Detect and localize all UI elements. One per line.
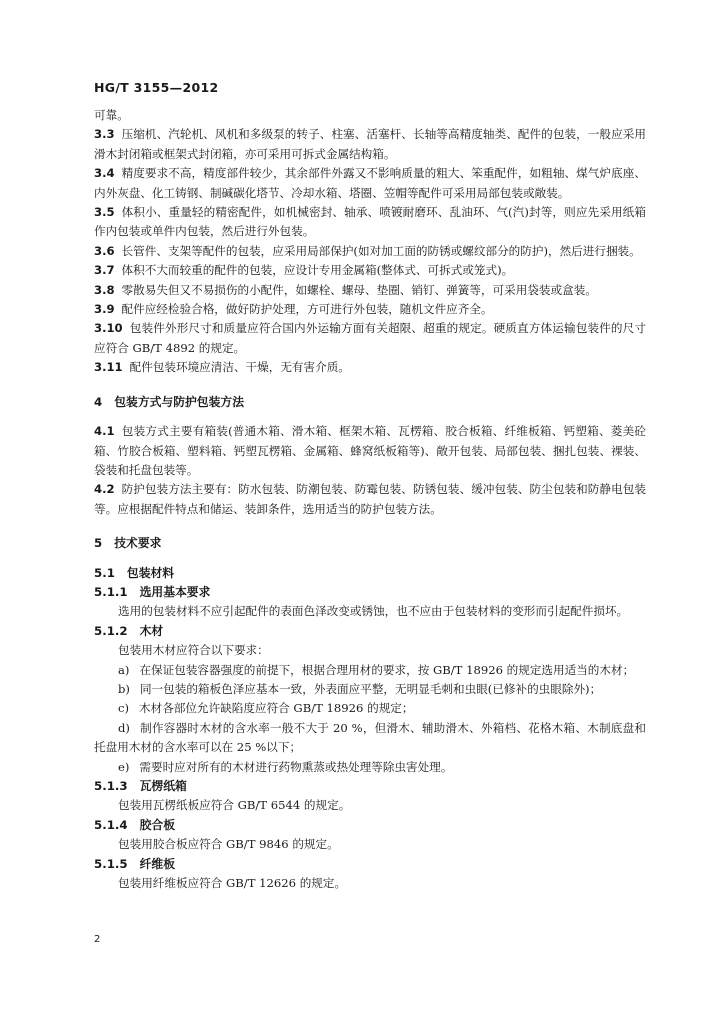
clause-number: 3.5	[94, 205, 115, 220]
list-item-text: 木材各部位允许缺陷度应符合 GB/T 18926 的规定；	[139, 701, 414, 716]
standard-code-header: HG/T 3155—2012	[94, 80, 219, 95]
list-item-mark: a)	[118, 662, 130, 677]
clause-text: 体积不大而较重的配件的包装，应设计专用金属箱(整体式、可拆式或笼式)。	[121, 263, 514, 278]
section-5-1-5-text: 包装用纤维板应符合 GB/T 12626 的规定。	[118, 876, 347, 891]
clause-text: 包装件外形尺寸和质量应符合国内外运输方面有关超限、超重的规定。硬质直方体运输包装件的尺寸应符合 GB/T 4892 的规定。	[94, 321, 646, 355]
section-5-1-1-text: 选用的包装材料不应引起配件的表面色泽改变或锈蚀，也不应由于包装材料的变形而引起配件损坏。	[118, 604, 629, 619]
clause-text: 配件应经检验合格，做好防护处理，方可进行外包装，随机文件应齐全。	[121, 302, 493, 317]
section-title: 纤维板	[139, 856, 175, 871]
clause-text: 体积小、重量轻的精密配件，如机械密封、轴承、喷镀耐磨环、乱油环、气(汽)封等，则应先采用纸箱作内包装或单件内包装，然后进行外包装。	[94, 205, 646, 239]
clause-4-2	[94, 480, 646, 519]
section-number: 5.1.1	[94, 584, 128, 599]
clause-number: 3.10	[94, 321, 123, 336]
section-5-1-2-intro: 包装用木材应符合以下要求：	[118, 643, 269, 658]
clause-number: 3.8	[94, 282, 115, 297]
clause-3-2-continuation: 可靠。	[94, 108, 129, 122]
chapter-number: 5	[94, 536, 103, 551]
section-5-1-3-text: 包装用瓦楞纸板应符合 GB/T 6544 的规定。	[118, 798, 351, 813]
clause-number: 3.6	[94, 243, 115, 258]
section-number: 5.1	[94, 565, 115, 580]
list-item	[94, 758, 646, 777]
document-body	[94, 106, 646, 893]
chapter-title: 技术要求	[114, 536, 162, 551]
section-title: 瓦楞纸箱	[139, 779, 187, 793]
clause-3-5	[94, 203, 646, 242]
chapter-5-heading	[94, 534, 646, 553]
list-item-text: 需要时应对所有的木材进行药物熏蒸或热处理等除虫害处理。	[139, 759, 453, 774]
section-number: 5.1.4	[94, 817, 128, 832]
clause-3-9	[94, 300, 646, 319]
section-5-1-3-heading	[94, 777, 646, 796]
chapter-number: 4	[94, 394, 103, 409]
section-5-1-4-text: 包装用胶合板应符合 GB/T 9846 的规定。	[118, 837, 339, 852]
section-5-1-1-heading	[94, 583, 646, 602]
section-number: 5.1.2	[94, 623, 128, 638]
list-item-mark: b)	[118, 681, 130, 696]
section-number: 5.1.5	[94, 856, 128, 871]
clause-3-10	[94, 319, 646, 358]
section-5-1-heading	[94, 564, 646, 583]
list-item	[94, 680, 646, 699]
clause-number: 4.1	[94, 424, 115, 439]
clause-3-3	[94, 125, 646, 164]
list-item-mark: e)	[118, 759, 130, 774]
list-item	[94, 719, 646, 758]
list-item-mark: c)	[118, 701, 130, 716]
chapter-4-heading	[94, 393, 646, 412]
clause-text: 压缩机、汽轮机、风机和多级泵的转子、柱塞、活塞杆、长轴等高精度轴类、配件的包装，一般应采用滑木封闭箱或框架式封闭箱，亦可采用可拆式金属结构箱。	[94, 127, 646, 161]
clause-number: 3.4	[94, 166, 115, 181]
clause-text: 包装方式主要有箱装(普通木箱、滑木箱、框架木箱、瓦楞箱、胶合板箱、纤维板箱、钙塑箱、菱美砼箱、竹胶合板箱、塑料箱、钙塑瓦楞箱、金属箱、蜂窝纸板箱等)、敞开包装、局部包装、捆扎包装、裸装、袋装和托盘包装等。	[94, 424, 646, 477]
clause-3-7	[94, 261, 646, 280]
section-title: 包装材料	[126, 565, 175, 580]
clause-text: 精度要求不高，精度部件较少，其余部件外露又不影响质量的粗大、笨重配件，如粗轴、煤气炉底座、内外灰盘、化工铸钢、制碱碳化塔节、冷却水箱、塔圈、笠帽等配件可采用局部包装或敞装。	[94, 166, 646, 200]
list-item	[94, 699, 646, 718]
section-number: 5.1.3	[94, 779, 128, 793]
clause-3-11	[94, 358, 646, 377]
chapter-title: 包装方式与防护包装方法	[114, 394, 244, 409]
section-title: 木材	[139, 623, 164, 638]
list-item-text: 在保证包装容器强度的前提下，根据合理用材的要求，按 GB/T 18926 的规定选用适当的木材；	[139, 662, 635, 677]
list-item-mark: d)	[118, 720, 130, 735]
section-5-1-5-heading	[94, 855, 646, 874]
list-item-text: 同一包装的箱板色泽应基本一致，外表面应平整，无明显毛刺和虫眼(已修补的虫眼除外)；	[139, 681, 602, 696]
clause-3-4	[94, 164, 646, 203]
clause-number: 3.7	[94, 263, 115, 278]
clause-4-1	[94, 422, 646, 480]
clause-3-8	[94, 281, 646, 300]
clause-number: 3.11	[94, 360, 123, 375]
clause-3-6	[94, 242, 646, 261]
clause-number: 3.9	[94, 302, 115, 317]
list-item	[94, 661, 646, 680]
clause-text: 长管件、支架等配件的包装，应采用局部保护(如对加工面的防锈或螺纹部分的防护)，然后进行捆装。	[121, 243, 641, 258]
clause-text: 防护包装方法主要有：防水包装、防潮包装、防霉包装、防锈包装、缓冲包装、防尘包装和防静电包装等。应根据配件特点和储运、装卸条件，选用适当的防护包装方法。	[94, 482, 646, 516]
clause-number: 3.3	[94, 127, 115, 142]
clause-text: 零散易失但又不易损伤的小配件，如螺栓、螺母、垫圈、销钉、弹簧等，可采用袋装或盒装。	[121, 282, 597, 297]
section-5-1-4-heading	[94, 816, 646, 835]
page-number: 2	[94, 934, 101, 945]
list-item-text: 制作容器时木材的含水率一般不大于 20 %，但滑木、辅助滑木、外箱档、花格木箱、木制底盘和托盘用木材的含水率可以在 25 %以下；	[94, 720, 646, 755]
section-title: 选用基本要求	[139, 584, 211, 599]
section-5-1-2-heading	[94, 622, 646, 641]
clause-number: 4.2	[94, 482, 115, 497]
clause-text: 配件包装环境应清洁、干燥，无有害介质。	[129, 360, 350, 375]
section-title: 胶合板	[139, 817, 175, 832]
